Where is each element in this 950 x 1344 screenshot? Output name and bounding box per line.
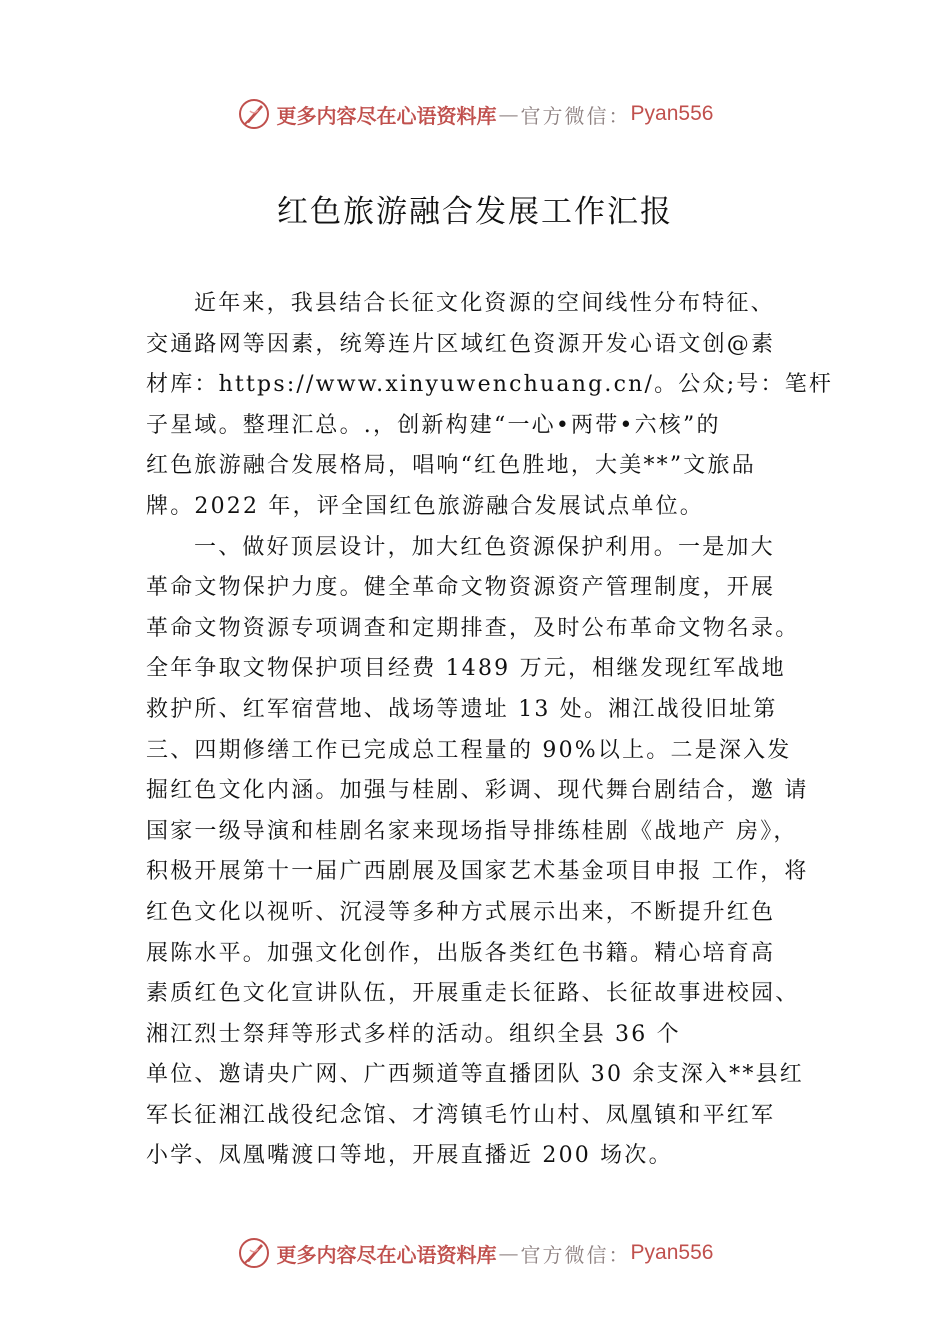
- text-line: 红色文化以视听、沉浸等多种方式展示出来，不断提升红色: [146, 899, 776, 925]
- document-body: [146, 284, 834, 1177]
- page-title: 红色旅游融合发展工作汇报: [277, 194, 673, 230]
- text-line: 交通路网等因素，统筹连片区域红色资源开发心语文创@素: [146, 331, 776, 357]
- text-line: 近年来，我县结合长征文化资源的空间线性分布特征、: [194, 291, 775, 316]
- text-line: 三、四期修缮工作已完成总工程量的 90%以上。二是深入发: [146, 737, 792, 763]
- text-line: 积极开展第十一届广西剧展及国家艺术基金项目申报 工作，将: [146, 859, 809, 885]
- text-line: 子星域。整理汇总。.，创新构建“一心•两带•六核”的: [146, 412, 721, 438]
- text-line: 湘江烈士祭拜等形式多样的活动。组织全县 36 个: [146, 1021, 681, 1047]
- text-line: 革命文物资源专项调查和定期排查，及时公布革命文物名录。: [146, 615, 800, 641]
- text-line: 素质红色文化宣讲队伍，开展重走长征路、长征故事进校园、: [146, 981, 800, 1007]
- text-line: 单位、邀请央广网、广西频道等直播团队 30 余支深入**县红: [146, 1062, 804, 1088]
- text-line: 一、做好顶层设计，加大红色资源保护利用。一是加大: [194, 534, 775, 560]
- text-line: 掘红色文化内涵。加强与桂剧、彩调、现代舞台剧结合，邀 请: [146, 778, 809, 804]
- text-line: 军长征湘江战役纪念馆、才湾镇毛竹山村、凤凰镇和平红军: [146, 1102, 776, 1128]
- banner-separator: —: [498, 102, 519, 126]
- brand-text: 更多内容尽在心语资料库: [276, 1242, 497, 1267]
- text-line: 展陈水平。加强文化创作，出版各类红色书籍。精心培育高: [146, 940, 776, 966]
- top-watermark-banner: [0, 94, 950, 134]
- text-line: 牌。2022 年，评全国红色旅游融合发展试点单位。: [146, 493, 704, 519]
- banner-separator: —: [498, 1241, 519, 1265]
- wechat-id: Pyan556: [630, 1241, 714, 1264]
- wechat-id: Pyan556: [630, 102, 714, 125]
- quill-logo-icon: [237, 97, 271, 131]
- text-line: 救护所、红军宿营地、战场等遗址 13 处。湘江战役旧址第: [146, 696, 778, 722]
- text-line: 材库：https://www.xinyuwenchuang.cn/。公众;号：笔杆: [146, 372, 834, 398]
- text-line: 小学、凤凰嘴渡口等地，开展直播近 200 场次。: [146, 1143, 673, 1169]
- text-line: 革命文物保护力度。健全革命文物资源资产管理制度，开展: [146, 575, 776, 601]
- wechat-label: 官方微信：: [520, 103, 631, 128]
- text-line: 全年争取文物保护项目经费 1489 万元，相继发现红军战地: [146, 656, 786, 682]
- text-line: 红色旅游融合发展格局，唱响“红色胜地，大美**”文旅品: [146, 453, 756, 479]
- text-line: 国家一级导演和桂剧名家来现场指导排练桂剧《战地产 房》，: [146, 818, 798, 844]
- wechat-label: 官方微信：: [520, 1242, 631, 1267]
- brand-text: 更多内容尽在心语资料库: [276, 103, 497, 128]
- bottom-watermark-banner: [0, 1233, 950, 1273]
- quill-logo-icon: [237, 1236, 271, 1270]
